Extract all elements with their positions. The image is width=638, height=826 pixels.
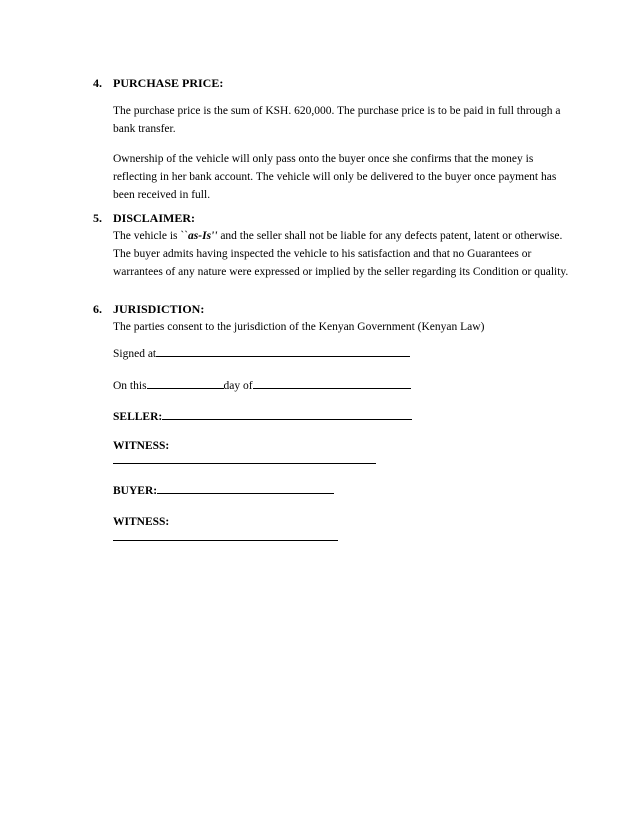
section-heading <box>93 74 573 92</box>
date-line <box>113 376 411 395</box>
witness-1-signature-blank[interactable] <box>113 451 376 464</box>
seller-signature-blank[interactable] <box>162 407 412 420</box>
signed-at-label: Signed at <box>113 348 157 360</box>
section-heading <box>93 209 573 227</box>
seller-line <box>113 407 412 426</box>
section-number: 5. <box>93 211 102 225</box>
purchase-price-paragraph: The purchase price is the sum of KSH. 620,000. The purchase price is to be paid in full through a bank transfer. <box>113 105 561 135</box>
section-title: PURCHASE PRICE: <box>113 76 224 90</box>
section-heading <box>93 300 573 318</box>
month-blank[interactable] <box>253 376 411 389</box>
witness-line-1 <box>113 451 376 470</box>
signed-at-blank[interactable] <box>156 344 410 357</box>
ownership-paragraph: Ownership of the vehicle will only pass onto the buyer once she confirms that the money is reflecting in her bank account. The vehicle will only be delivered to the buyer once payment has been received in full. <box>113 153 557 201</box>
day-blank[interactable] <box>147 376 224 389</box>
signed-at-line <box>113 344 410 363</box>
witness-line-2 <box>113 528 338 547</box>
witness-2-signature-blank[interactable] <box>113 528 338 541</box>
witness-label-1: WITNESS: <box>113 440 170 452</box>
section-number: 6. <box>93 302 102 316</box>
section-jurisdiction <box>93 300 573 336</box>
buyer-label: BUYER: <box>113 485 158 497</box>
jurisdiction-paragraph: The parties consent to the jurisdiction of the Kenyan Government (Kenyan Law) <box>113 321 485 333</box>
section-title: JURISDICTION: <box>113 302 205 316</box>
disclaimer-text-start: The vehicle is `` <box>113 230 189 242</box>
as-is-emphasis: as-Is'' <box>188 230 218 242</box>
witness-label-2: WITNESS: <box>113 516 170 528</box>
seller-label: SELLER: <box>113 411 163 423</box>
section-disclaimer <box>93 209 573 281</box>
section-title: DISCLAIMER: <box>113 211 196 225</box>
section-number: 4. <box>93 76 102 90</box>
section-purchase-price <box>93 74 573 204</box>
buyer-signature-blank[interactable] <box>157 481 334 494</box>
disclaimer-paragraph <box>113 227 573 281</box>
buyer-line <box>113 481 334 500</box>
disclaimer-text-rest: and the seller shall not be liable for any defects patent, latent or otherwise. The buyer admits having inspected the vehicle to his satisfaction and that no Guarantees or warrantees of any nature were expressed or implied by the seller regarding its Condition or quality. <box>113 230 569 278</box>
on-this-label: On this <box>113 380 147 392</box>
day-of-label: day of <box>223 380 253 392</box>
